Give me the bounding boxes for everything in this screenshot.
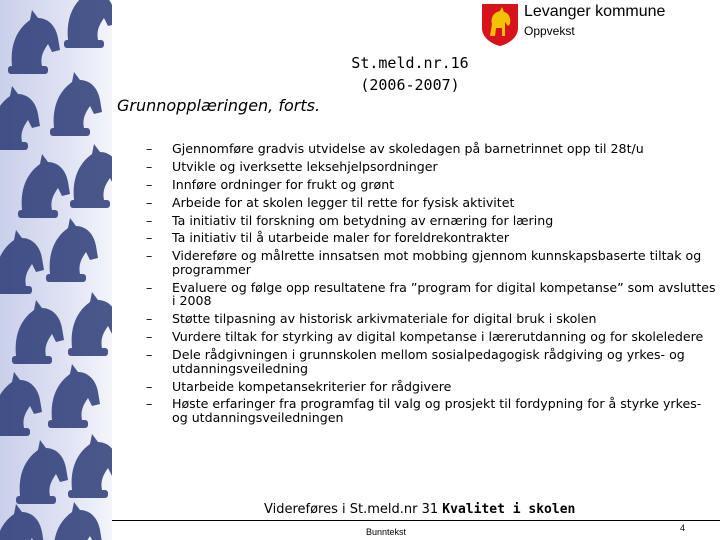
list-item xyxy=(146,214,716,228)
bullet-marker: – xyxy=(146,176,153,192)
list-item xyxy=(146,160,716,174)
list-item-text: Utarbeide kompetansekriterier for rådgivere xyxy=(172,378,452,394)
list-item-text: Høste erfaringer fra programfag til valg og prosjekt til fordypning for å styrke yrkes- og utdanningsveiledningen xyxy=(172,396,702,426)
list-item-text: Støtte tilpasning av historisk arkivmateriale for digital bruk i skolen xyxy=(172,311,597,327)
list-item xyxy=(146,231,716,245)
bullet-marker: – xyxy=(146,194,153,210)
knight-pattern-icon xyxy=(0,0,112,540)
list-item-text: Ta initiativ til forskning om betydning av ernæring for læring xyxy=(172,212,554,228)
org-department: Oppvekst xyxy=(524,24,575,38)
footer-divider xyxy=(112,520,720,521)
bullet-marker: – xyxy=(146,230,153,246)
bullet-marker: – xyxy=(146,141,153,156)
continuation-note xyxy=(264,502,575,517)
list-item xyxy=(146,281,716,308)
bullet-marker: – xyxy=(146,248,153,264)
list-item xyxy=(146,142,716,156)
bullet-marker: – xyxy=(146,311,153,327)
continuation-note-text: Videreføres i St.meld.nr 31 xyxy=(264,502,443,517)
list-item xyxy=(146,397,716,424)
bullet-marker: – xyxy=(146,212,153,228)
list-item xyxy=(146,380,716,394)
list-item xyxy=(146,348,716,375)
list-item-text: Dele rådgivningen i grunnskolen mellom sosialpedagogisk rådgiving og yrkes- og utdanningsveiledning xyxy=(172,347,685,376)
bullet-marker: – xyxy=(146,158,153,174)
list-item xyxy=(146,312,716,326)
list-item-text: Ta initiativ til å utarbeide maler for foreldrekontrakter xyxy=(172,230,509,246)
decorative-sidebar xyxy=(0,0,112,540)
list-item-text: Evaluere og følge opp resultatene fra ”program for digital kompetanse” som avsluttes i 2008 xyxy=(172,279,716,309)
page-title: Grunnopplæringen, forts. xyxy=(117,96,321,115)
bullet-marker: – xyxy=(146,378,153,394)
org-name: Levanger kommune xyxy=(524,3,666,20)
bullet-list xyxy=(146,142,716,429)
continuation-note-title: Kvalitet i skolen xyxy=(442,502,576,517)
bullet-marker: – xyxy=(146,329,153,345)
list-item-text: Gjennomføre gradvis utvidelse av skoledagen på barnetrinnet opp til 28t/u xyxy=(172,141,644,156)
list-item xyxy=(146,196,716,210)
list-item xyxy=(146,178,716,192)
document-reference xyxy=(340,52,480,96)
horse-shield-logo-icon xyxy=(480,2,520,46)
list-item-text: Innføre ordninger for frukt og grønt xyxy=(172,176,395,192)
bullet-marker: – xyxy=(146,279,153,295)
list-item-text: Utvikle og iverksette leksehjelpsordninger xyxy=(172,158,438,174)
meld-years: (2006-2007) xyxy=(360,76,460,94)
meld-number: St.meld.nr.16 xyxy=(351,54,469,72)
list-item xyxy=(146,249,716,276)
page-number: 4 xyxy=(680,523,686,533)
list-item-text: Arbeide for at skolen legger til rette for fysisk aktivitet xyxy=(172,194,515,210)
bullet-marker: – xyxy=(146,347,153,363)
list-item-text: Vurdere tiltak for styrking av digital kompetanse i lærerutdanning og for skoleledere xyxy=(172,329,704,345)
footer-text: Bunntekst xyxy=(366,527,407,537)
list-item xyxy=(146,330,716,344)
bullet-marker: – xyxy=(146,396,153,412)
list-item-text: Videreføre og målrette innsatsen mot mobbing gjennom kunnskapsbaserte tiltak og programmer xyxy=(172,248,702,277)
